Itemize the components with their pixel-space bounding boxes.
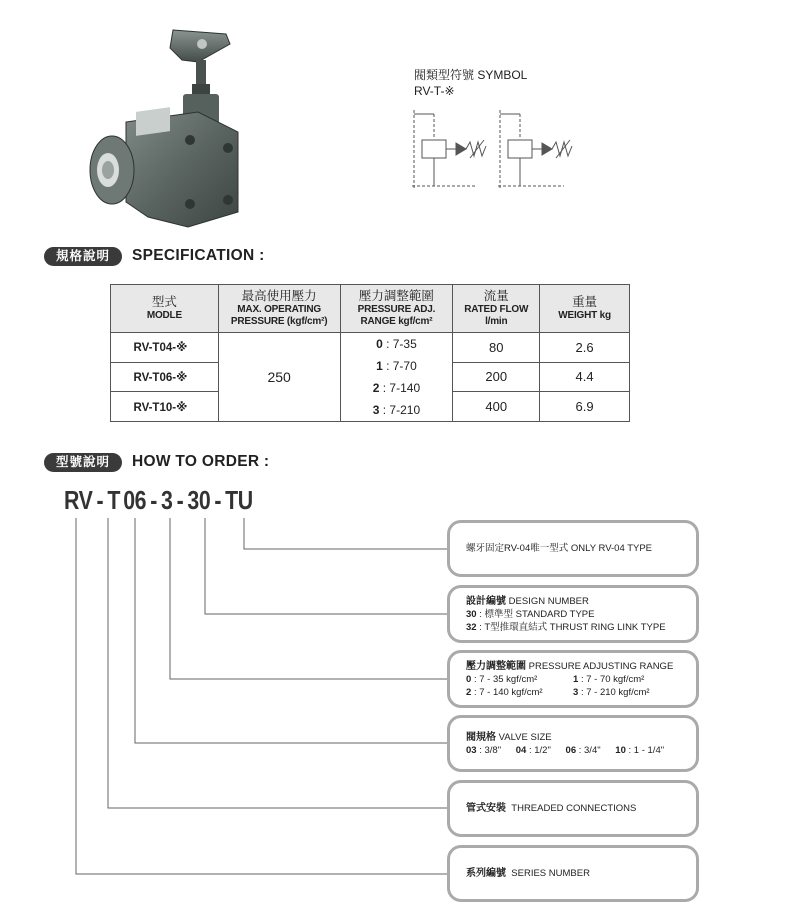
table-row (111, 333, 630, 363)
weight-cell: 2.6 (540, 333, 630, 363)
type-text: 螺牙固定RV-04唯一型式 ONLY RV-04 TYPE (466, 543, 653, 554)
connector-pressure (170, 518, 447, 679)
pressure-range-cell (340, 333, 453, 422)
header-max-pressure: 最高使用壓力 MAX. OPERATING PRESSURE (kgf/cm²) (218, 285, 340, 333)
table-header-row (111, 285, 630, 333)
connector-design (205, 518, 447, 614)
header-pressure-range: 壓力調整範圍 PRESSURE ADJ. RANGE kgf/cm² (340, 285, 453, 333)
code-type: TU (225, 485, 253, 515)
code-dash: - (214, 485, 222, 515)
design-line-1: 30 : 標準型 STANDARD TYPE (466, 608, 595, 620)
model-cell: RV-T04-※ (111, 333, 219, 363)
flow-cell: 400 (453, 392, 540, 422)
header-model: 型式 MODLE (111, 285, 219, 333)
pressure-title: 壓力調整範圍 PRESSURE ADJUSTING RANGE (466, 660, 674, 672)
connector-threaded (108, 518, 447, 808)
order-box-type (447, 520, 699, 577)
size-title: 閥規格 VALVE SIZE (466, 731, 552, 743)
hydraulic-relief-valve-symbols (404, 110, 584, 188)
code-dash: - (150, 485, 157, 515)
specification-pill: 規格說明 (44, 247, 122, 266)
connector-series (76, 518, 447, 874)
specification-table (110, 284, 630, 422)
code-dash: - (96, 485, 104, 515)
order-box-design (447, 585, 699, 643)
symbol-model-code: RV-T-※ (414, 84, 455, 98)
header-rated-flow: 流量 RATED FLOW l/min (453, 285, 540, 333)
order-box-pressure (447, 650, 699, 708)
code-pressure: 3 (161, 485, 173, 515)
flow-cell: 80 (453, 333, 540, 363)
range-item: 0 : 7-35 (376, 337, 417, 351)
specification-header (44, 245, 265, 267)
symbol-title: 閥類型符號 SYMBOL (414, 68, 528, 82)
range-item: 2 : 7-140 (372, 381, 421, 395)
order-box-threaded (447, 780, 699, 837)
code-dash: - (176, 485, 184, 515)
model-cell: RV-T10-※ (111, 392, 219, 422)
order-box-series (447, 845, 699, 902)
pressure-row-1: 0 : 7 - 35 kgf/cm² 1 : 7 - 70 kgf/cm² (466, 673, 645, 685)
series-title: 系列編號 SERIES NUMBER (466, 868, 590, 879)
code-series: RV (64, 485, 93, 515)
weight-cell: 4.4 (540, 362, 630, 392)
specification-title: SPECIFICATION : (132, 247, 265, 264)
max-pressure-cell: 250 (218, 333, 340, 422)
model-cell: RV-T06-※ (111, 362, 219, 392)
design-title: 設計編號 DESIGN NUMBER (466, 595, 589, 607)
weight-cell: 6.9 (540, 392, 630, 422)
how-to-order-title: HOW TO ORDER : (132, 453, 270, 470)
range-item: 3 : 7-210 (372, 403, 421, 417)
connector-size (135, 518, 447, 743)
code-size: 06 (123, 485, 147, 515)
order-box-size (447, 715, 699, 772)
order-code (64, 486, 253, 516)
range-item: 1 : 7-70 (376, 359, 417, 373)
code-design: 30 (187, 485, 211, 515)
flow-cell: 200 (453, 362, 540, 392)
header-weight: 重量 WEIGHT kg (540, 285, 630, 333)
size-row: 03 : 3/8" 04 : 1/2" 06 : 3/4" 10 : 1 - 1/4" (466, 744, 665, 756)
code-connection: T (107, 485, 120, 515)
relief-valve-product-image (78, 22, 258, 232)
pressure-row-2: 2 : 7 - 140 kgf/cm² 3 : 7 - 210 kgf/cm² (466, 686, 650, 698)
how-to-order-header (44, 451, 269, 473)
connector-type (244, 518, 447, 549)
design-line-2: 32 : T型推環直結式 THRUST RING LINK TYPE (466, 621, 666, 633)
how-to-order-pill: 型號說明 (44, 453, 122, 472)
threaded-title: 管式安裝 THREADED CONNECTIONS (466, 803, 637, 814)
